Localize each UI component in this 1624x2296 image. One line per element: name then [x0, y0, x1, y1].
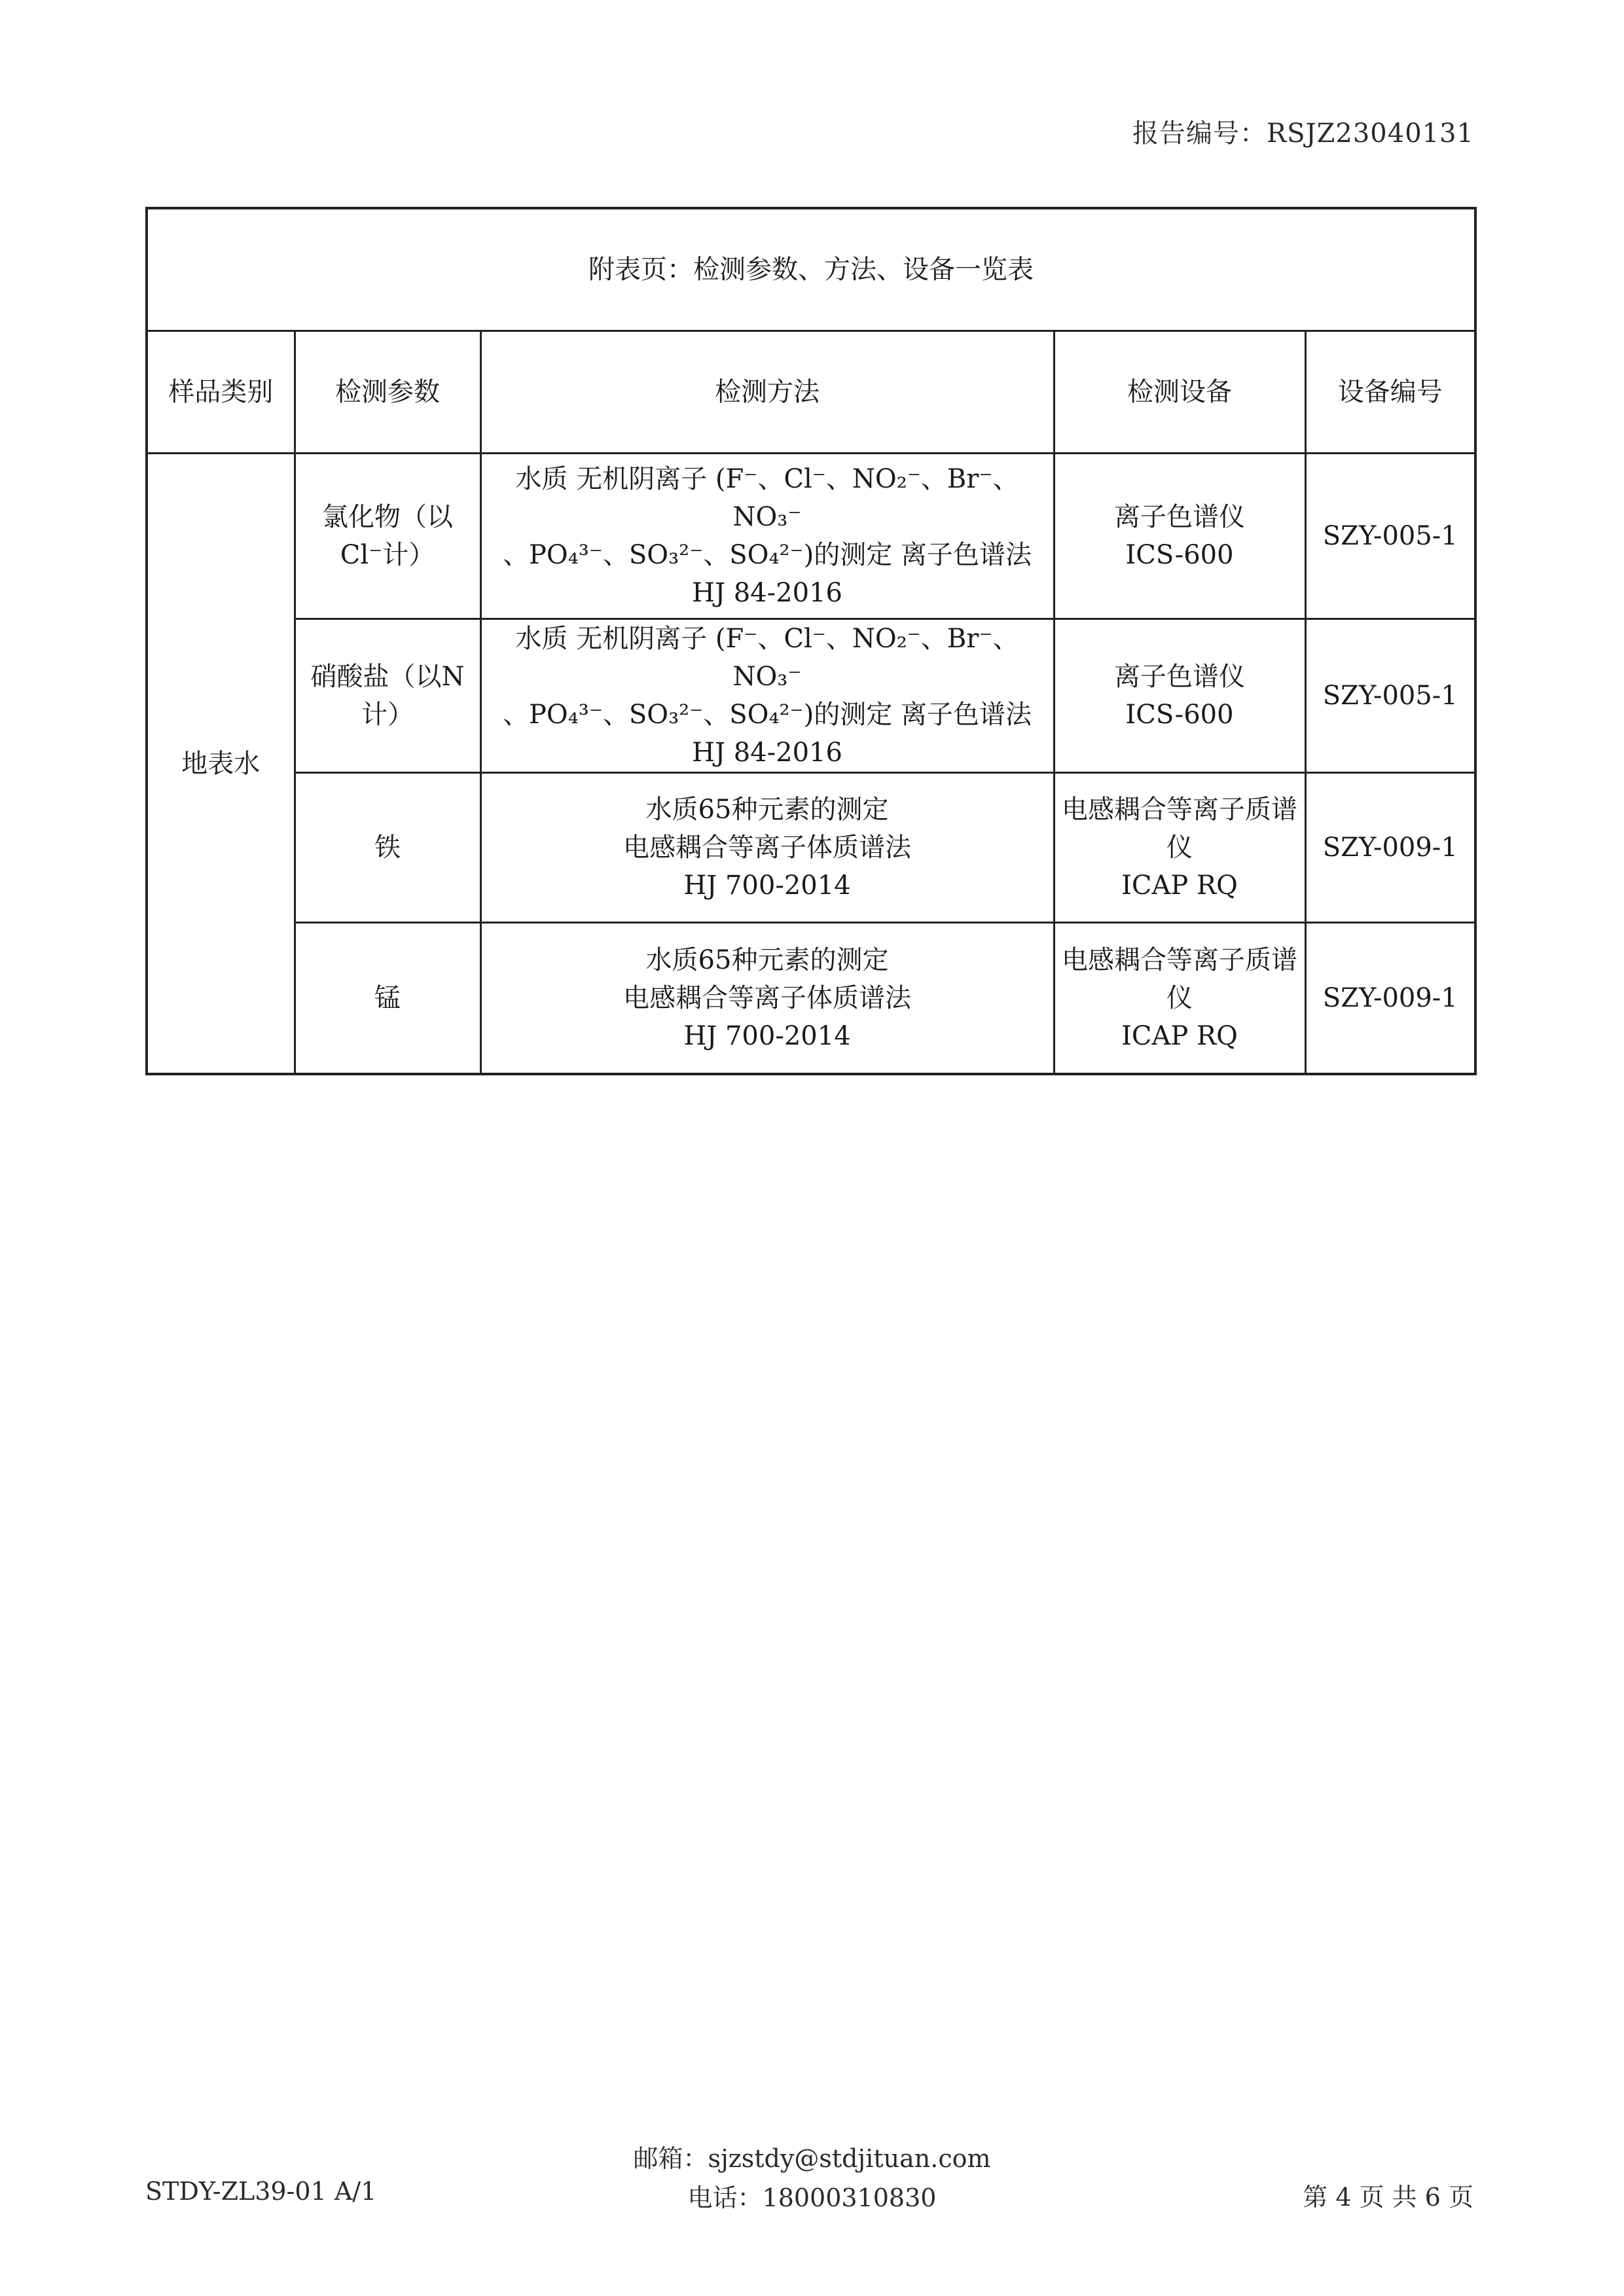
method-standard: HJ 84-2016 [692, 578, 842, 608]
page-number: 第 4 页 共 6 页 [1303, 2183, 1473, 2212]
equipment-cell [1054, 619, 1305, 773]
column-header-method: 检测方法 [480, 331, 1054, 454]
report-number: 报告编号：RSJZ23040131 [1132, 118, 1474, 149]
method-line: 水质65种元素的测定 [645, 795, 889, 825]
equipment-id-cell: SZY-009-1 [1305, 923, 1475, 1075]
method-line: 水质65种元素的测定 [645, 945, 889, 975]
form-code: STDY-ZL39-01 A/1 [145, 2177, 377, 2206]
table-title: 附表页：检测参数、方法、设备一览表 [147, 208, 1475, 331]
method-line: 、PO₄³⁻、SO₃²⁻、SO₄²⁻)的测定 离子色谱法 [503, 540, 1032, 570]
method-line: 电感耦合等离子体质谱法 [623, 983, 911, 1013]
table-title-row [147, 208, 1475, 331]
equipment-name: 电感耦合等离子质谱仪 [1062, 945, 1297, 1013]
parameter-cell: 锰 [295, 923, 480, 1075]
equipment-name: 离子色谱仪 [1114, 502, 1245, 532]
equipment-id-cell: SZY-009-1 [1305, 773, 1475, 923]
contact-email: 邮箱：sjzstdy@stdjituan.com [633, 2144, 991, 2173]
equipment-name: 离子色谱仪 [1114, 662, 1245, 692]
column-header-equipment-id: 设备编号 [1305, 331, 1475, 454]
sample-type-cell: 地表水 [147, 454, 295, 1075]
method-line: 水质 无机阴离子 (F⁻、Cl⁻、NO₂⁻、Br⁻、NO₃⁻ [515, 464, 1019, 532]
table-row [147, 773, 1475, 923]
column-header-equipment: 检测设备 [1054, 331, 1305, 454]
table-row [147, 619, 1475, 773]
parameter-cell: 硝酸盐（以N计） [295, 619, 480, 773]
method-cell [480, 773, 1054, 923]
equipment-id-cell: SZY-005-1 [1305, 454, 1475, 619]
method-line: 、PO₄³⁻、SO₃²⁻、SO₄²⁻)的测定 离子色谱法 [503, 700, 1032, 730]
table-row [147, 923, 1475, 1075]
column-header-sample-type: 样品类别 [147, 331, 295, 454]
column-header-parameter: 检测参数 [295, 331, 480, 454]
parameter-cell: 铁 [295, 773, 480, 923]
table-header-row [147, 331, 1475, 454]
equipment-name: 电感耦合等离子质谱仪 [1062, 795, 1297, 863]
equipment-model: ICAP RQ [1121, 870, 1238, 901]
equipment-cell [1054, 454, 1305, 619]
method-cell [480, 454, 1054, 619]
equipment-model: ICS-600 [1125, 700, 1234, 730]
method-standard: HJ 84-2016 [692, 738, 842, 768]
table-row [147, 454, 1475, 619]
main-table [145, 207, 1477, 1075]
method-standard: HJ 700-2014 [683, 1021, 851, 1051]
method-line: 电感耦合等离子体质谱法 [623, 833, 911, 863]
equipment-model: ICAP RQ [1121, 1021, 1238, 1051]
method-cell [480, 619, 1054, 773]
method-standard: HJ 700-2014 [683, 870, 851, 901]
parameter-method-equipment-table [145, 207, 1474, 1075]
equipment-id-cell: SZY-005-1 [1305, 619, 1475, 773]
parameter-cell: 氯化物（以Cl⁻计） [295, 454, 480, 619]
contact-phone: 电话：18000310830 [687, 2183, 937, 2212]
method-cell [480, 923, 1054, 1075]
method-line: 水质 无机阴离子 (F⁻、Cl⁻、NO₂⁻、Br⁻、NO₃⁻ [515, 624, 1019, 692]
equipment-cell [1054, 923, 1305, 1075]
equipment-cell [1054, 773, 1305, 923]
equipment-model: ICS-600 [1125, 540, 1234, 570]
